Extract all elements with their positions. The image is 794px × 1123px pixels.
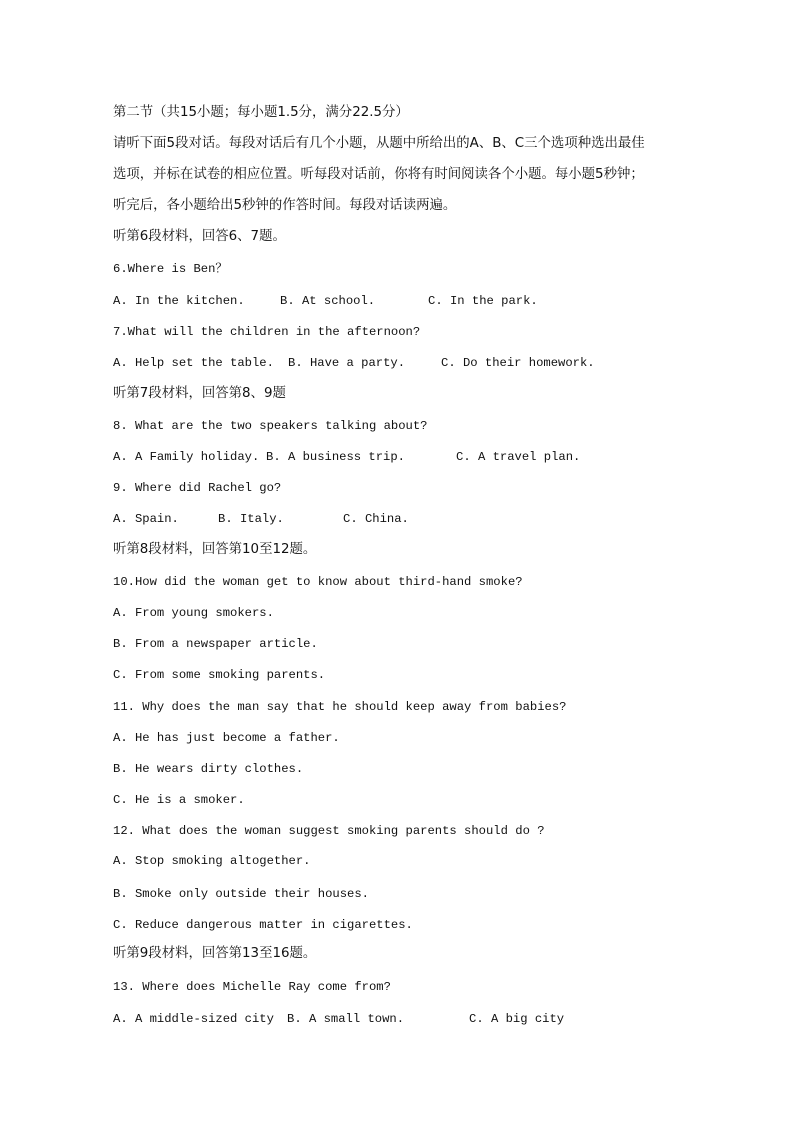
question-12-option-a: A. Stop smoking altogether.	[113, 854, 311, 868]
question-7-option-c: C. Do their homework.	[441, 356, 595, 370]
question-8-stem: 8. What are the two speakers talking about?	[113, 419, 428, 433]
question-9-option-b: B. Italy.	[218, 512, 284, 526]
question-13-option-a: A. A middle-sized city	[113, 1012, 274, 1026]
instruction-line-1: 请听下面5段对话。每段对话后有几个小题，从题中所给出的A、B、C三个选项种选出最佳	[113, 136, 645, 151]
question-6-option-a: A. In the kitchen.	[113, 294, 245, 308]
question-13-option-b: B. A small town.	[287, 1012, 405, 1026]
question-7-stem: 7.What will the children in the afternoon?	[113, 325, 421, 339]
question-10-option-b: B. From a newspaper article.	[113, 637, 318, 651]
question-11-stem: 11. Why does the man say that he should keep away from babies?	[113, 700, 567, 714]
question-6-option-b: B. At school.	[280, 294, 376, 308]
question-6-stem: 6.Where is Ben？	[113, 262, 228, 276]
question-10-option-a: A. From young smokers.	[113, 606, 274, 620]
question-6-option-c: C. In the park.	[428, 294, 538, 308]
question-13-stem: 13. Where does Michelle Ray come from?	[113, 980, 391, 994]
question-11-option-a: A. He has just become a father.	[113, 731, 340, 745]
instruction-line-3: 听完后，各小题给出5秒钟的作答时间。每段对话读两遍。	[113, 198, 457, 213]
question-9-option-c: C. China.	[343, 512, 409, 526]
question-7-option-a: A. Help set the table.	[113, 356, 274, 370]
question-11-option-c: C. He is a smoker.	[113, 793, 245, 807]
question-9-option-a: A. Spain.	[113, 512, 179, 526]
question-12-option-c: C. Reduce dangerous matter in cigarettes.	[113, 918, 413, 932]
group-intro-10-12: 听第8段材料，回答第10至12题。	[113, 542, 317, 557]
group-intro-6-7: 听第6段材料，回答6、7题。	[113, 229, 286, 244]
section-header: 第二节（共15小题；每小题1.5分，满分22.5分）	[113, 105, 409, 120]
question-11-option-b: B. He wears dirty clothes.	[113, 762, 304, 776]
question-7-option-b: B. Have a party.	[288, 356, 406, 370]
question-8-option-b: B. A business trip.	[266, 450, 405, 464]
question-10-option-c: C. From some smoking parents.	[113, 668, 326, 682]
question-13-option-c: C. A big city	[469, 1012, 565, 1026]
question-9-stem: 9. Where did Rachel go?	[113, 481, 282, 495]
question-8-option-c: C. A travel plan.	[456, 450, 581, 464]
question-12-stem: 12. What does the woman suggest smoking parents should do ?	[113, 824, 545, 838]
question-12-option-b: B. Smoke only outside their houses.	[113, 887, 369, 901]
question-8-option-a: A. A Family holiday.	[113, 450, 260, 464]
group-intro-13-16: 听第9段材料，回答第13至16题。	[113, 946, 317, 961]
instruction-line-2: 选项，并标在试卷的相应位置。听每段对话前，你将有时间阅读各个小题。每小题5秒钟；	[113, 167, 644, 182]
group-intro-8-9: 听第7段材料，回答第8、9题	[113, 386, 286, 401]
question-10-stem: 10.How did the woman get to know about third-hand smoke?	[113, 575, 523, 589]
